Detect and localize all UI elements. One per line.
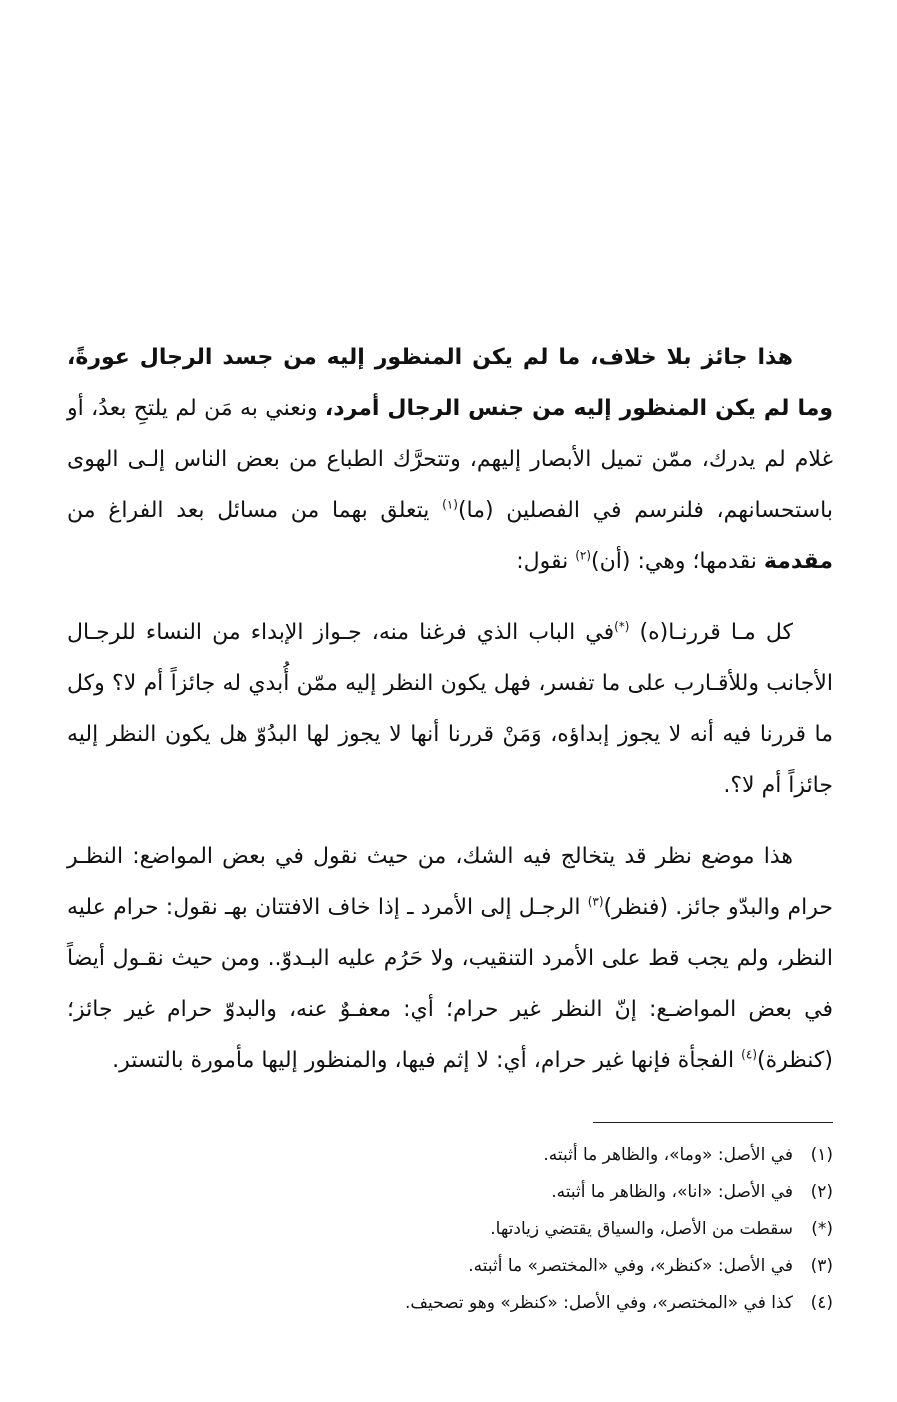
paragraph-3 (67, 831, 833, 1086)
paragraph-text: ونعني به مَن لم يلتحِ بعدُ، أو غلام لم يدرك، ممّن تميل الأبصار إليهم، وتتحرَّك الطباع من بعض الناس إلـى الهوى باستحسانهم، فلنرسم في الفصلين (ما) (67, 396, 833, 523)
main-text (67, 332, 833, 1106)
footnote-ref-4: (٤) (741, 1047, 757, 1062)
footnote-divider (593, 1122, 833, 1123)
footnote-text: في الأصل: «وما»، والظاهر ما أثبته. (543, 1145, 793, 1165)
paragraph-text: نقدمها؛ وهي: (أن) (591, 549, 764, 574)
paragraph-text: نقول: (516, 549, 576, 574)
paragraph-1 (67, 332, 833, 587)
paragraph-text: في الباب الذي فرغنا منه، جـواز الإبداء من النساء للرجـال الأجانب وللأقـارب على ما تفسر، فهل يكون النظر إليه ممّن أُبدي له جائزاً أم لا؟ وكل ما قررنا فيه أنه لا يجوز إبداؤه، وَمَنْ قررنا أنها لا يجوز لها البدُوّ هل يكون النظر إليه جائزاً أم لا؟. (67, 620, 833, 798)
paragraph-text: الرجـل إلى الأمرد ـ إذا خاف الافتتان بهـ نقول: حرام عليه النظر، ولم يجب قط على الأمرد التنقيب، ولا حَرُم عليه البـدوّ.. ومن حيث نقـول أيضاً في بعض المواضـع: إنّ النظر غير حرام؛ أي: معفـوٌ عنه، والبدوّ حرام غير جائز؛ (كنظرة) (67, 895, 833, 1073)
footnote-ref-1: (١) (442, 497, 458, 512)
footnotes (67, 1137, 833, 1322)
footnote-ref-3: (٣) (587, 894, 604, 909)
footnote-ref-2: (٢) (575, 548, 592, 563)
bold-lead-text: هذا جائز بلا خلاف، ما لم يكن المنظور إليه من جسد الرجال عورةً، وما لم يكن المنظور إليه من جنس الرجال أمرد، (67, 345, 834, 421)
footnote-text: سقطت من الأصل، والسياق يقتضي زيادتها. (490, 1219, 793, 1239)
footnote-ref-star: (*) (614, 619, 630, 634)
footnote-2 (67, 1174, 833, 1211)
footnote-mark: (٣) (810, 1256, 833, 1276)
paragraph-2 (67, 607, 833, 811)
footnote-text: كذا في «المختصر»، وفي الأصل: «كنظر» وهو تصحيف. (405, 1293, 793, 1313)
footnote-3 (67, 1248, 833, 1285)
footnote-1 (67, 1137, 833, 1174)
bold-term: مقدمة (763, 549, 833, 574)
paragraph-text: كل مـا قررنـا(ه) (629, 620, 793, 645)
footnote-mark: (*) (811, 1219, 833, 1239)
footnote-star (67, 1211, 833, 1248)
paragraph-text: يتعلق بهما من مسائل بعد الفراغ من (67, 498, 443, 523)
footnote-mark: (٤) (810, 1293, 833, 1313)
footnote-mark: (٢) (810, 1182, 833, 1202)
footnote-mark: (١) (810, 1145, 833, 1165)
paragraph-text: الفجأة فإنها غير حرام، أي: لا إثم فيها، والمنظور إليها مأمورة بالتستر. (112, 1048, 742, 1073)
paragraph-text: هذا موضع نظر قد يتخالج فيه الشك، من حيث نقول في بعض المواضع: النظـر حرام والبدّو جائز. (فنظر) (67, 844, 834, 920)
footnote-text: في الأصل: «انا»، والظاهر ما أثبته. (551, 1182, 793, 1202)
footnote-4 (67, 1285, 833, 1322)
footnote-text: في الأصل: «كنظر»، وفي «المختصر» ما أثبته. (468, 1256, 793, 1276)
